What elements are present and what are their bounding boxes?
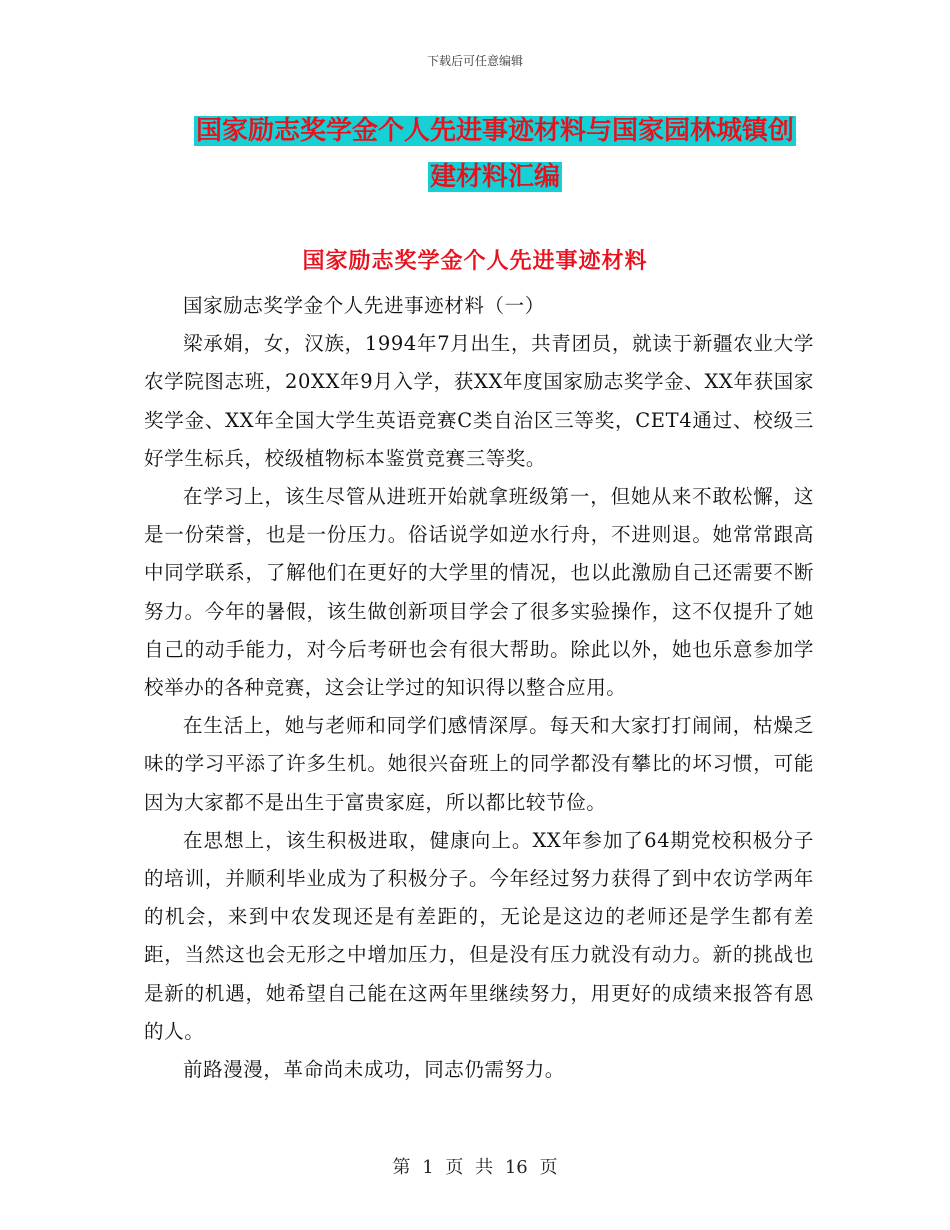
title-line-2 [0,154,950,200]
paragraph-subtitle: 国家励志奖学金个人先进事迹材料（一） [183,294,545,317]
paragraph-life: 在生活上，她与老师和同学们感情深厚。每天和大家打打闹闹，枯燥乏味的学习平添了许多生机。她很兴奋班上的同学都没有攀比的坏习惯，可能因为大家都不是出生于富贵家庭，所以都比较节俭。 [144,714,814,814]
body-text [144,287,814,1089]
header-note: 下载后可任意编辑 [426,54,523,68]
paragraph-thought: 在思想上，该生积极进取，健康向上。XX年参加了64期党校积极分子的培训，并顺利毕业成为了积极分子。今年经过努力获得了到中农访学两年的机会，来到中农发现还是有差距的，无论是这边的老师还是学生都有差距，当然这也会无形之中增加压力，但是没有压力就没有动力。新的挑战也是新的机遇，她希望自己能在这两年里继续努力，用更好的成绩来报答有恩的人。 [144,828,814,1043]
section-title: 国家励志奖学金个人先进事迹材料 [302,248,648,274]
title-line-1-text: 国家励志奖学金个人先进事迹材料与国家园林城镇创 [195,116,794,146]
page-number-footer: 第 1 页 共 16 页 [392,1157,558,1178]
paragraph-closing: 前路漫漫，革命尚未成功，同志仍需努力。 [183,1058,565,1082]
paragraph-profile: 梁承娟，女，汉族，1994年7月出生，共青团员，就读于新疆农业大学农学院图志班，20XX年9月入学，获XX年度国家励志奖学金、XX年获国家奖学金、XX年全国大学生英语竞赛C类自治区三等奖，CET4通过、校级三好学生标兵，校级植物标本鉴赏竞赛三等奖。 [144,332,814,470]
title-line-1 [0,108,950,154]
title-line-2-text: 建材料汇编 [429,162,560,192]
document-title [0,108,950,200]
paragraph-study: 在学习上，该生尽管从进班开始就拿班级第一，但她从来不敢松懈，这是一份荣誉，也是一份压力。俗话说学如逆水行舟，不进则退。她常常跟高中同学联系，了解他们在更好的大学里的情况，也以此激励自己还需要不断努力。今年的暑假，该生做创新项目学会了很多实验操作，这不仅提升了她自己的动手能力，对今后考研也会有很大帮助。除此以外，她也乐意参加学校举办的各种竞赛，这会让学过的知识得以整合应用。 [144,485,814,700]
